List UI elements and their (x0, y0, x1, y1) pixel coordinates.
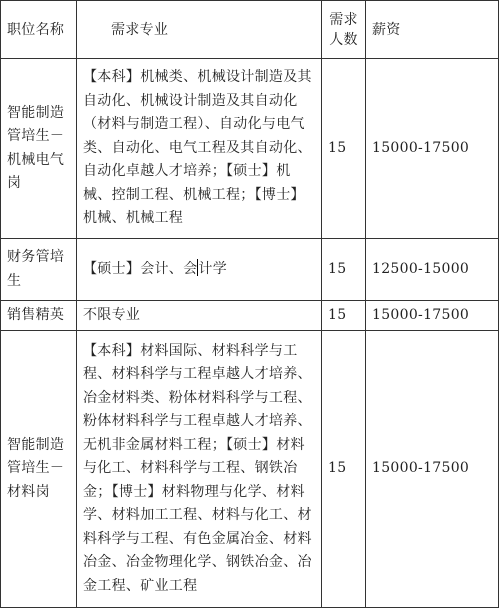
header-requirement: 需求专业 (77, 1, 322, 59)
salary-cell: 15000-17500 (366, 59, 499, 239)
salary-cell: 15000-17500 (366, 331, 499, 608)
position-cell: 智能制造管培生－机械电气岗 (1, 59, 77, 239)
position-cell: 销售精英 (1, 301, 77, 331)
table-row (1, 59, 499, 239)
header-row (1, 1, 499, 59)
header-salary: 薪资 (366, 1, 499, 59)
table-row (1, 301, 499, 331)
requirement-text-end: 计学 (198, 260, 228, 277)
table-row (1, 331, 499, 608)
position-cell: 智能制造管培生－材料岗 (1, 331, 77, 608)
requirement-cell: 不限专业 (77, 301, 322, 331)
requirement-cell: 【本科】机械类、机械设计制造及其自动化、机械设计制造及其自动化（材料与制造工程）、自动化与电气类、自动化、电气工程及其自动化、自动化卓越人才培养；【硕士】机械、控制工程、机械工程；【博士】机械、机械工程 (77, 59, 322, 239)
salary-cell: 12500-15000 (366, 239, 499, 301)
header-position: 职位名称 (1, 1, 77, 59)
position-cell: 财务管培生 (1, 239, 77, 301)
requirement-text-start: 【硕士】会计、会 (83, 260, 198, 277)
salary-cell: 15000-17500 (366, 301, 499, 331)
count-cell: 15 (322, 331, 366, 608)
requirement-cell: 【本科】材料国际、材料科学与工程、材料科学与工程卓越人才培养、冶金材料类、粉体材料科学与工程、粉体材料科学与工程卓越人才培养、无机非金属材料工程；【硕士】材料与化工、材料科学与工程、钢铁冶金；【博士】材料物理与化学、材料学、材料加工工程、材料与化工、材料科学与工程、有色金属冶金、材料冶金、冶金物理化学、钢铁冶金、冶金工程、矿业工程 (77, 331, 322, 608)
header-count: 需求人数 (322, 1, 366, 59)
table-row (1, 239, 499, 301)
count-cell: 15 (322, 59, 366, 239)
requirement-cell (77, 239, 322, 301)
count-cell: 15 (322, 239, 366, 301)
count-cell: 15 (322, 301, 366, 331)
